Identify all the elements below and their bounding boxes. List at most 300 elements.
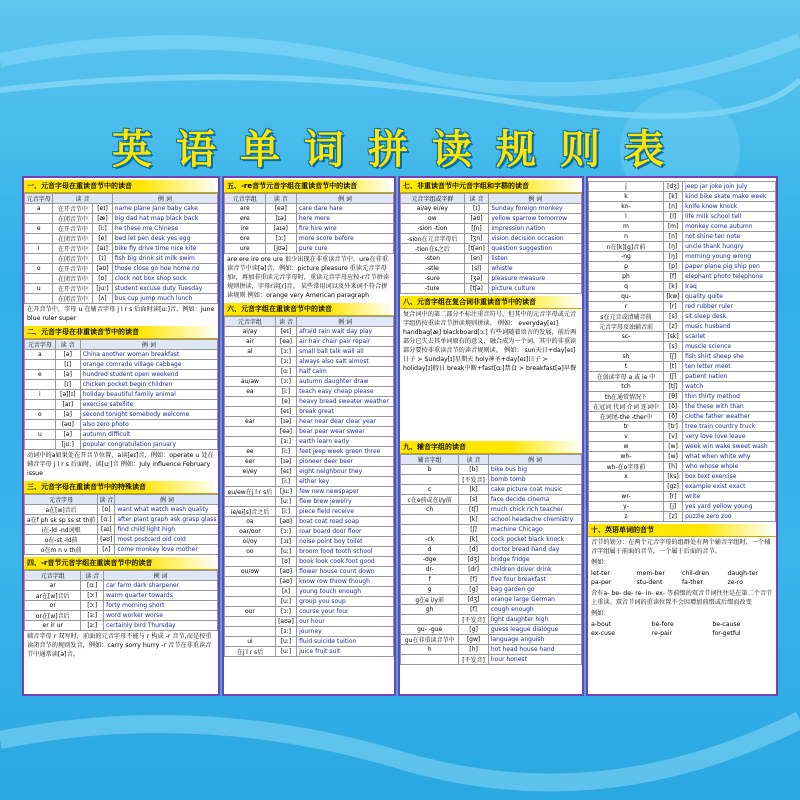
table-cell: know row throw though xyxy=(297,577,394,587)
table-row xyxy=(25,350,218,360)
table-cell: -dge xyxy=(401,555,459,565)
table-cell: afraid rain wait day play xyxy=(297,327,394,337)
table-cell: ire xyxy=(225,224,266,234)
table-cell: ten letter meet xyxy=(683,362,776,372)
column-header: 元音字组 xyxy=(25,571,81,581)
table-cell: [ə] xyxy=(55,370,80,380)
table-cell: roar board door floor xyxy=(297,527,394,537)
table-cell: young touch enough xyxy=(297,587,394,597)
table-cell: knife know knock xyxy=(683,202,776,212)
table-row xyxy=(589,352,776,362)
table-cell: [eə] xyxy=(265,204,296,214)
table-cell: [ks] xyxy=(663,472,682,482)
table-cell: muscle science xyxy=(683,342,776,352)
table-cell: [iː] xyxy=(275,447,296,457)
table-row xyxy=(225,467,394,477)
table-cell: cock pocket black knock xyxy=(488,535,581,545)
table-cell: [ɔː] xyxy=(81,591,104,601)
syllable-word: be-fore xyxy=(651,621,674,628)
syllable-word: chil-dren xyxy=(682,570,710,577)
table-row xyxy=(589,292,776,302)
table-cell: question suggestion xyxy=(489,244,582,254)
table-cell: paper plane pig ship pen xyxy=(683,262,776,272)
table-cell: [tʃ] xyxy=(663,382,682,392)
table-cell: quality quite xyxy=(683,292,776,302)
table-row xyxy=(589,332,776,342)
table-cell xyxy=(25,274,53,284)
table-cell: [k] xyxy=(663,282,682,292)
table-cell: -stle xyxy=(401,264,465,274)
table-row xyxy=(401,475,582,485)
table-cell: h xyxy=(401,645,459,655)
table-row xyxy=(589,242,776,252)
table-cell: [z] xyxy=(663,322,682,332)
table-cell: gu- -gue xyxy=(401,625,459,635)
table-row xyxy=(225,577,394,587)
table-row xyxy=(589,412,776,422)
column-header: 读 音 xyxy=(464,194,489,204)
table-cell: feet jeep week green three xyxy=(297,447,394,457)
table-row xyxy=(589,282,776,292)
table-row xyxy=(225,627,394,637)
table-cell xyxy=(225,497,276,507)
table-cell: wr- xyxy=(589,492,664,502)
table-s5 xyxy=(224,193,394,254)
table-cell: clothe father weather xyxy=(683,412,776,422)
table-cell: either key xyxy=(297,477,394,487)
table-row xyxy=(25,430,218,440)
table-cell: word worker worse xyxy=(104,611,218,621)
table-row xyxy=(401,585,582,595)
table-cell: most postcard old cold xyxy=(115,535,219,545)
table-cell xyxy=(225,597,276,607)
table-cell: oa xyxy=(225,517,276,527)
note-s10b: 含有a- be- de- re- in- ex- 等前缀的双音节词往往是在第二个音节上重读。双音节词的重读位置不会因增加前缀或后缀而改变 xyxy=(591,590,773,606)
table-cell: o xyxy=(25,264,53,274)
table-cell: [juː] xyxy=(55,440,80,450)
table-cell: c在e前或在i/y前 xyxy=(401,495,459,505)
table-cell: [tʃən] xyxy=(464,244,489,254)
table-cell: [tʃ] xyxy=(459,505,489,515)
table-row xyxy=(225,214,394,224)
table-header-row xyxy=(25,571,218,581)
table-cell: [ɔː] xyxy=(275,527,296,537)
table-cell: [ɪ] xyxy=(55,360,80,370)
table-cell: [s] xyxy=(663,342,682,352)
table-row xyxy=(589,472,776,482)
table-cell: fish big drink sit milk swim xyxy=(112,254,217,264)
table-cell: big dad hat map black back xyxy=(112,214,217,224)
table-cell: -sion在元音字母后 xyxy=(401,234,465,244)
table-row xyxy=(589,222,776,232)
table-cell: life milk school tell xyxy=(683,212,776,222)
table-cell: [w] xyxy=(663,442,682,452)
table-cell: [ɔː] xyxy=(275,347,296,357)
table-cell: x xyxy=(589,472,664,482)
table-cell: [n] xyxy=(663,202,682,212)
table-cell: fluid suicide tuition xyxy=(297,637,394,647)
table-row xyxy=(225,357,394,367)
table-cell: broom food tooth school xyxy=(297,547,394,557)
table-cell: g在e i/y前 xyxy=(401,595,459,605)
table-cell: 在闭音节中 xyxy=(53,214,93,224)
table-row xyxy=(589,302,776,312)
table-cell: [e] xyxy=(275,397,296,407)
table-row xyxy=(589,342,776,352)
table-row xyxy=(589,322,776,332)
table-row xyxy=(25,264,218,274)
table-cell: [l] xyxy=(663,212,682,222)
table-row xyxy=(401,595,582,605)
table-cell: [tʃə] xyxy=(464,284,489,294)
table-cell: book look cook foot good xyxy=(297,557,394,567)
table-header-row xyxy=(401,455,582,465)
syllable-word: for-getful xyxy=(712,630,741,637)
table-cell: earth learn early xyxy=(297,437,394,447)
table-cell: [e] xyxy=(93,234,113,244)
table-row xyxy=(401,515,582,525)
table-cell: 在闭音节中 xyxy=(53,234,93,244)
table-cell: i xyxy=(25,244,53,254)
table-row xyxy=(25,380,218,390)
section-title-2: 二、元音字母在非重读音节中的读音 xyxy=(24,326,218,339)
table-cell: kn- xyxy=(589,202,664,212)
table-cell: [aɪ] xyxy=(55,400,80,410)
table-cell: [gw] xyxy=(459,635,489,645)
syllable-examples-1 xyxy=(588,568,776,588)
table-cell: tch xyxy=(589,382,664,392)
table-cell: [əʊ] xyxy=(275,577,296,587)
table-row xyxy=(401,465,582,475)
table-cell: piece field receive xyxy=(297,507,394,517)
table-cell: e xyxy=(25,224,53,234)
table-cell: [ɪ] xyxy=(55,380,80,390)
table-s1 xyxy=(24,193,218,304)
table-cell: example exist exact xyxy=(683,482,776,492)
table-cell: ar在[w]音后 xyxy=(25,591,81,601)
table-cell: kind bike skate make week xyxy=(683,192,776,202)
table-cell: oi/oy xyxy=(225,537,276,547)
table-row xyxy=(589,372,776,382)
table-cell: [ɑː] xyxy=(98,515,115,525)
table-cell: al xyxy=(225,347,276,357)
table-cell: he these me Chinese xyxy=(112,224,217,234)
table-cell xyxy=(401,515,459,525)
table-cell: red rubber ruler xyxy=(683,302,776,312)
table-header-row xyxy=(25,495,220,505)
table-cell: watch xyxy=(683,382,776,392)
table-cell: t xyxy=(589,362,664,372)
table-cell: pioneer deer beer xyxy=(297,457,394,467)
table-cell: au/aw xyxy=(225,377,276,387)
table-row xyxy=(225,567,394,577)
table-cell: [ɪə] xyxy=(275,457,296,467)
table-cell: [ʌ] xyxy=(93,294,113,304)
table-row xyxy=(225,407,394,417)
table-cell: 在闭音节中 xyxy=(53,254,93,264)
table-cell: bus cup jump much lunch xyxy=(112,294,217,304)
table-cell: orange large German xyxy=(488,595,581,605)
table-cell: [ŋ] xyxy=(663,242,682,252)
table-row xyxy=(401,545,582,555)
table-cell: [eɪ] xyxy=(93,204,113,214)
table-cell: m xyxy=(589,222,664,232)
table-row xyxy=(25,591,218,601)
table-cell: week win wake sweet wash xyxy=(683,442,776,452)
table-cell: [ʊ] xyxy=(275,557,296,567)
table-cell: bomb tomb xyxy=(488,475,581,485)
table-cell: [h] xyxy=(663,462,682,472)
table-cell: yellow sparrow tomorrow xyxy=(489,214,582,224)
table-cell: half calm xyxy=(297,367,394,377)
table-cell: student excuse duty Tuesday xyxy=(112,284,217,294)
table-cell: autumn daughter draw xyxy=(297,377,394,387)
table-cell: [k] xyxy=(459,535,489,545)
table-cell: [aɪ] xyxy=(93,244,113,254)
table-cell: bag garden go xyxy=(488,585,581,595)
table-cell: exercise satellite xyxy=(80,400,217,410)
table-cell: [sk] xyxy=(663,332,682,342)
table-cell: gh xyxy=(401,605,459,615)
table-cell: air hair chair pair repair xyxy=(297,337,394,347)
table-cell: l xyxy=(589,212,664,222)
table-cell: -ture xyxy=(401,284,465,294)
table-cell: hundred student open weekend xyxy=(80,370,217,380)
table-row xyxy=(225,417,394,427)
table-cell: pleasure measure xyxy=(489,274,582,284)
table-cell: -tion在s之后 xyxy=(401,244,465,254)
table-cell xyxy=(225,407,276,417)
section-title-3: 三、元音字母在重读音节中的特殊读音 xyxy=(24,481,218,494)
syllable-word: ex-cuse xyxy=(591,630,615,637)
table-cell: who whose whole xyxy=(683,462,776,472)
table-row xyxy=(25,274,218,284)
table-row xyxy=(225,397,394,407)
table-cell: [ə][ɪ] xyxy=(55,390,80,400)
table-cell xyxy=(401,475,459,485)
table-row xyxy=(401,495,582,505)
table-cell: wh- xyxy=(589,452,664,462)
table-cell: [ʒə] xyxy=(464,274,489,284)
table-cell xyxy=(225,397,276,407)
table-row xyxy=(589,362,776,372)
table-cell: puzzle zero zoo xyxy=(683,512,776,522)
table-cell: eight neighbour they xyxy=(297,467,394,477)
table-cell: [t] xyxy=(663,362,682,372)
table-cell: [h] xyxy=(459,645,489,655)
table-cell: 在弱读字母 a 或 ie 中 xyxy=(589,372,664,382)
table-cell xyxy=(401,615,459,625)
table-cell: [uː] xyxy=(275,497,296,507)
table-row xyxy=(225,337,394,347)
table-cell: [不发音] xyxy=(459,655,489,665)
table-cell: morning young wrong xyxy=(683,252,776,262)
table-row xyxy=(401,645,582,655)
table-row xyxy=(401,625,582,635)
table-row xyxy=(589,192,776,202)
table-cell: ei/ey xyxy=(225,467,276,477)
table-row xyxy=(589,212,776,222)
table-cell xyxy=(25,360,56,370)
table-row xyxy=(225,617,394,627)
table-cell: cake picture coat music xyxy=(488,485,581,495)
table-cell: language anguish xyxy=(488,635,581,645)
table-cell: [ɪə] xyxy=(275,417,296,427)
syllable-word: ze-ro xyxy=(727,579,743,586)
table-cell: guess league dialogue xyxy=(488,625,581,635)
column-header: 读 音 xyxy=(98,495,115,505)
table-row xyxy=(25,515,220,525)
table-row xyxy=(225,517,394,527)
table-cell: [ɜː] xyxy=(275,627,296,637)
table-cell: our hour xyxy=(297,617,394,627)
table-cell: f xyxy=(401,575,459,585)
table-row xyxy=(589,202,776,212)
table-cell: name plane Jane baby cake xyxy=(112,204,217,214)
table-cell: light daughter high xyxy=(488,615,581,625)
note-s10-label1: 例如： xyxy=(591,559,610,566)
table-cell: [gz] xyxy=(663,482,682,492)
table-cell: eer xyxy=(225,457,276,467)
table-cell: [θ] xyxy=(663,392,682,402)
table-cell: [uː] xyxy=(275,597,296,607)
table-header-row xyxy=(225,317,394,327)
table-cell: 元音字母及浊辅音前 xyxy=(589,322,664,332)
table-cell xyxy=(225,367,276,377)
table-row xyxy=(589,502,776,512)
table-cell: [ɑː] xyxy=(81,581,104,591)
table-cell: [əʊ] xyxy=(464,214,489,224)
table-cell: bike fly drive time nice kite xyxy=(112,244,217,254)
table-row xyxy=(225,497,394,507)
table-cell: [eə] xyxy=(275,337,296,347)
table-row xyxy=(401,264,582,274)
column-header: 例 词 xyxy=(80,340,217,350)
note-s1: 在开音节中，字母 u 在辅音字母 j l r s 后面时读[uː]音，例如：June blue ruler super xyxy=(27,306,215,322)
table-cell: [eɪ] xyxy=(275,327,296,337)
table-cell: r xyxy=(589,302,664,312)
table-cell: q xyxy=(589,282,664,292)
table-cell: write xyxy=(683,492,776,502)
column-header: 读 音 xyxy=(275,317,296,327)
table-row xyxy=(401,555,582,565)
table-row xyxy=(225,234,394,244)
table-row xyxy=(225,367,394,377)
table-row xyxy=(225,487,394,497)
table-cell: noise point boy toilet xyxy=(297,537,394,547)
column-header: 例 词 xyxy=(104,571,218,581)
table-cell: [b] xyxy=(459,465,489,475)
table-cell: ai/ay ei/ey xyxy=(401,204,465,214)
table-cell: -ck xyxy=(401,535,459,545)
table-row xyxy=(25,224,218,234)
table-row xyxy=(225,437,394,447)
table-row xyxy=(225,224,394,234)
page-title: 英语单词拼读规则表 xyxy=(112,126,688,173)
table-row xyxy=(225,647,394,657)
table-cell: patient nation xyxy=(683,372,776,382)
table-row xyxy=(25,505,220,515)
table-cell: [sn] xyxy=(464,254,489,264)
table-cell: [æ] xyxy=(93,214,113,224)
table-row xyxy=(25,294,218,304)
table-cell: Sunday foreign monkey xyxy=(489,204,582,214)
table-row xyxy=(589,272,776,282)
table-cell: [dr] xyxy=(459,565,489,575)
table-cell: [ɔː] xyxy=(265,234,296,244)
table-cell: ph xyxy=(589,272,664,282)
table-cell: er ir ur xyxy=(25,621,81,631)
table-cell: yes yard yellow young xyxy=(683,502,776,512)
table-cell: tr xyxy=(589,422,664,432)
table-cell: dr- xyxy=(401,565,459,575)
table-cell xyxy=(225,617,276,627)
syllable-word: fa-ther xyxy=(682,579,703,586)
syllable-word: a-bout xyxy=(591,621,612,628)
table-cell xyxy=(589,342,664,352)
column-header: 例 词 xyxy=(489,194,582,204)
section-title-6: 六、元音字组在重读音节中的读音 xyxy=(224,303,394,316)
table-cell: ch xyxy=(401,505,459,515)
table-cell: 在j l r s后 xyxy=(225,647,276,657)
table-cell: five four breakfast xyxy=(488,575,581,585)
table-cell xyxy=(401,655,459,665)
table-cell: bridge fridge xyxy=(488,555,581,565)
table-cell: k xyxy=(589,192,664,202)
table-cell: boat coat road soap xyxy=(297,517,394,527)
column-header: 元音字组 xyxy=(225,317,276,327)
table-cell: [v] xyxy=(663,432,682,442)
table-s6 xyxy=(224,316,394,657)
table-cell xyxy=(25,420,56,430)
table-cell: [uː] xyxy=(275,547,296,557)
table-cell: [ɪ] xyxy=(464,204,489,214)
table-cell: forty morning short xyxy=(104,601,218,611)
table-cell: e xyxy=(25,370,56,380)
table-cell: journey xyxy=(297,627,394,637)
table-cell: v xyxy=(589,432,664,442)
table-cell: [ɔɪ] xyxy=(275,537,296,547)
table-cell: after plant graph ask grasp glass xyxy=(115,515,219,525)
table-cell: jeep jar joke join July xyxy=(683,182,776,192)
table-row xyxy=(225,537,394,547)
table-cell: [k] xyxy=(459,485,489,495)
table-header-row xyxy=(225,194,394,204)
table-row xyxy=(25,400,218,410)
table-cell: cough enough xyxy=(488,605,581,615)
table-cell xyxy=(225,627,276,637)
table-cell: [iː] xyxy=(275,477,296,487)
table-cell: [dʒ] xyxy=(459,595,489,605)
table-cell: warm quarter towards xyxy=(104,591,218,601)
table-cell xyxy=(225,557,276,567)
table-cell: [ð] xyxy=(663,402,682,412)
table-cell: course your four xyxy=(297,607,394,617)
table-cell: [s] xyxy=(663,312,682,322)
table-cell: here mere xyxy=(296,214,393,224)
table-cell: [ɔː] xyxy=(275,357,296,367)
table-row xyxy=(589,312,776,322)
table-cell: [ɜː] xyxy=(81,611,104,621)
table-cell: what when white why xyxy=(683,452,776,462)
table-cell: are xyxy=(225,204,266,214)
panel-col1 xyxy=(22,176,220,696)
table-cell: [m] xyxy=(663,222,682,232)
table-cell: a在f ph sk sp ss st th前 xyxy=(25,515,98,525)
table-row xyxy=(589,382,776,392)
column-header: 读 音 xyxy=(459,455,489,465)
table-cell: z xyxy=(589,512,664,522)
